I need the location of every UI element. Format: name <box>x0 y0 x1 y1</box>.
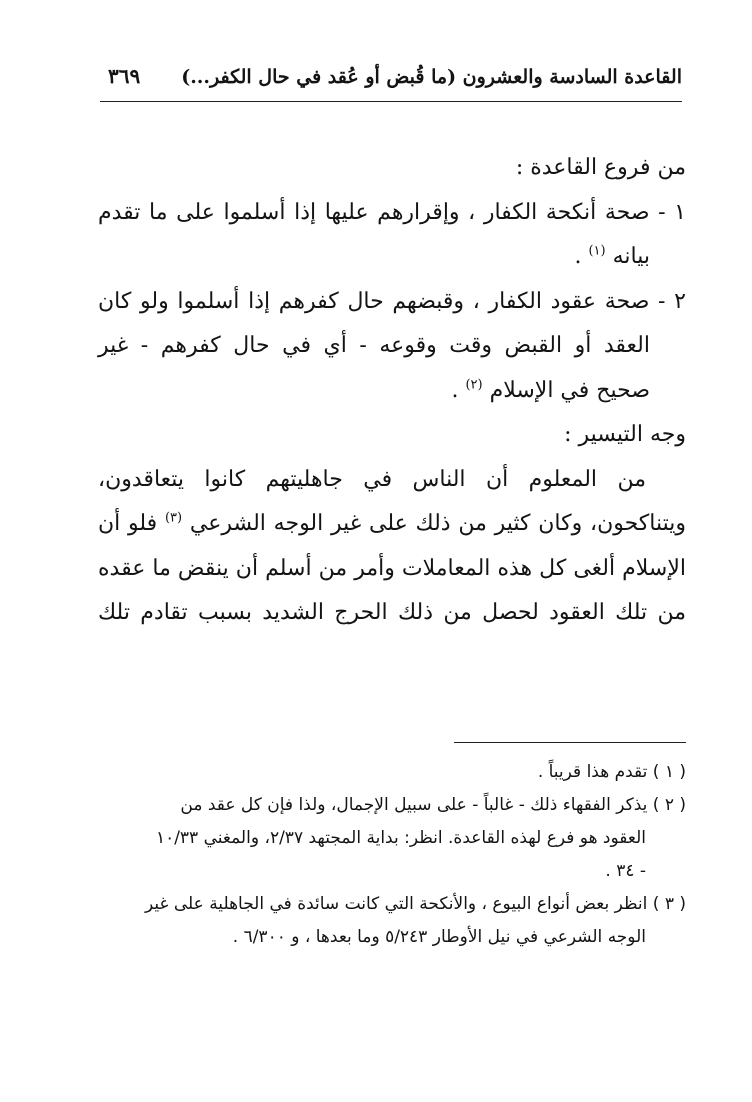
footnote-2-continued: العقود هو فرع لهذه القاعدة. انظر: بداية المجتهد ٢/٣٧، والمغني ١٠/٣٣ <box>155 828 646 848</box>
branch-item-2-continued: العقد أو القبض وقت وقوعه - أي في حال كفرهم - غير <box>98 333 650 358</box>
paragraph-line: من تلك العقود لحصل من ذلك الحرج الشديد بسبب تقادم تلك <box>98 600 686 625</box>
footnote-marker-3: (٣) <box>164 510 183 526</box>
branch-item-2: ٢ - صحة عقود الكفار ، وقبضهم حال كفرهم إذا أسلموا ولو كان <box>98 288 686 314</box>
footnote-1: ( ١ ) تقدم هذا قريباً . <box>537 762 686 782</box>
footnote-3: ( ٣ ) انظر بعض أنواع البيوع ، والأنكحة التي كانت سائدة في الجاهلية على غير <box>145 894 686 914</box>
text-span: فلو أن <box>98 511 158 536</box>
footnote-2-end: - ٣٤ . <box>605 861 646 881</box>
text-span: ويتناكحون، وكان كثير من ذلك على غير الوجه الشرعي <box>189 511 687 536</box>
running-header <box>100 62 682 102</box>
branch-item-1: ١ - صحة أنكحة الكفار ، وإقرارهم عليها إذا أسلموا على ما تقدم <box>98 199 686 225</box>
section-heading-facilitation: وجه التيسير : <box>564 422 686 447</box>
section-heading-branches: من فروع القاعدة : <box>515 155 686 180</box>
page-title: القاعدة السادسة والعشرون (ما قُبض أو عُقد في حال الكفر...) <box>181 66 682 88</box>
footnote-marker-2: (٢) <box>465 377 483 393</box>
page-number: ٣٦٩ <box>108 64 141 88</box>
footnote-marker-1: (١) <box>588 243 606 259</box>
footnote-separator <box>454 742 686 743</box>
text-span: بيانه <box>612 244 650 269</box>
text-span: . <box>574 244 589 269</box>
header-divider <box>100 101 682 102</box>
text-span: صحيح في الإسلام <box>489 377 650 403</box>
paragraph-line: من المعلوم أن الناس في جاهليتهم كانوا يتعاقدون، <box>98 466 646 492</box>
footnotes <box>100 756 686 954</box>
footnote-3-continued: الوجه الشرعي في نيل الأوطار ٥/٢٤٣ وما بعدها ، و ٦/٣٠٠ . <box>232 927 646 947</box>
footnote-2: ( ٢ ) يذكر الفقهاء ذلك - غالباً - على سبيل الإجمال، ولذا فإن كل عقد من <box>180 795 686 815</box>
paragraph-line: الإسلام ألغى كل هذه المعاملات وأمر من أسلم أن ينقض ما عقده <box>98 555 686 581</box>
branch-item-2-end <box>98 369 686 414</box>
branch-item-1-continued <box>98 235 686 280</box>
paragraph-line <box>98 502 686 547</box>
main-text <box>98 146 686 636</box>
text-span: . <box>451 377 466 403</box>
